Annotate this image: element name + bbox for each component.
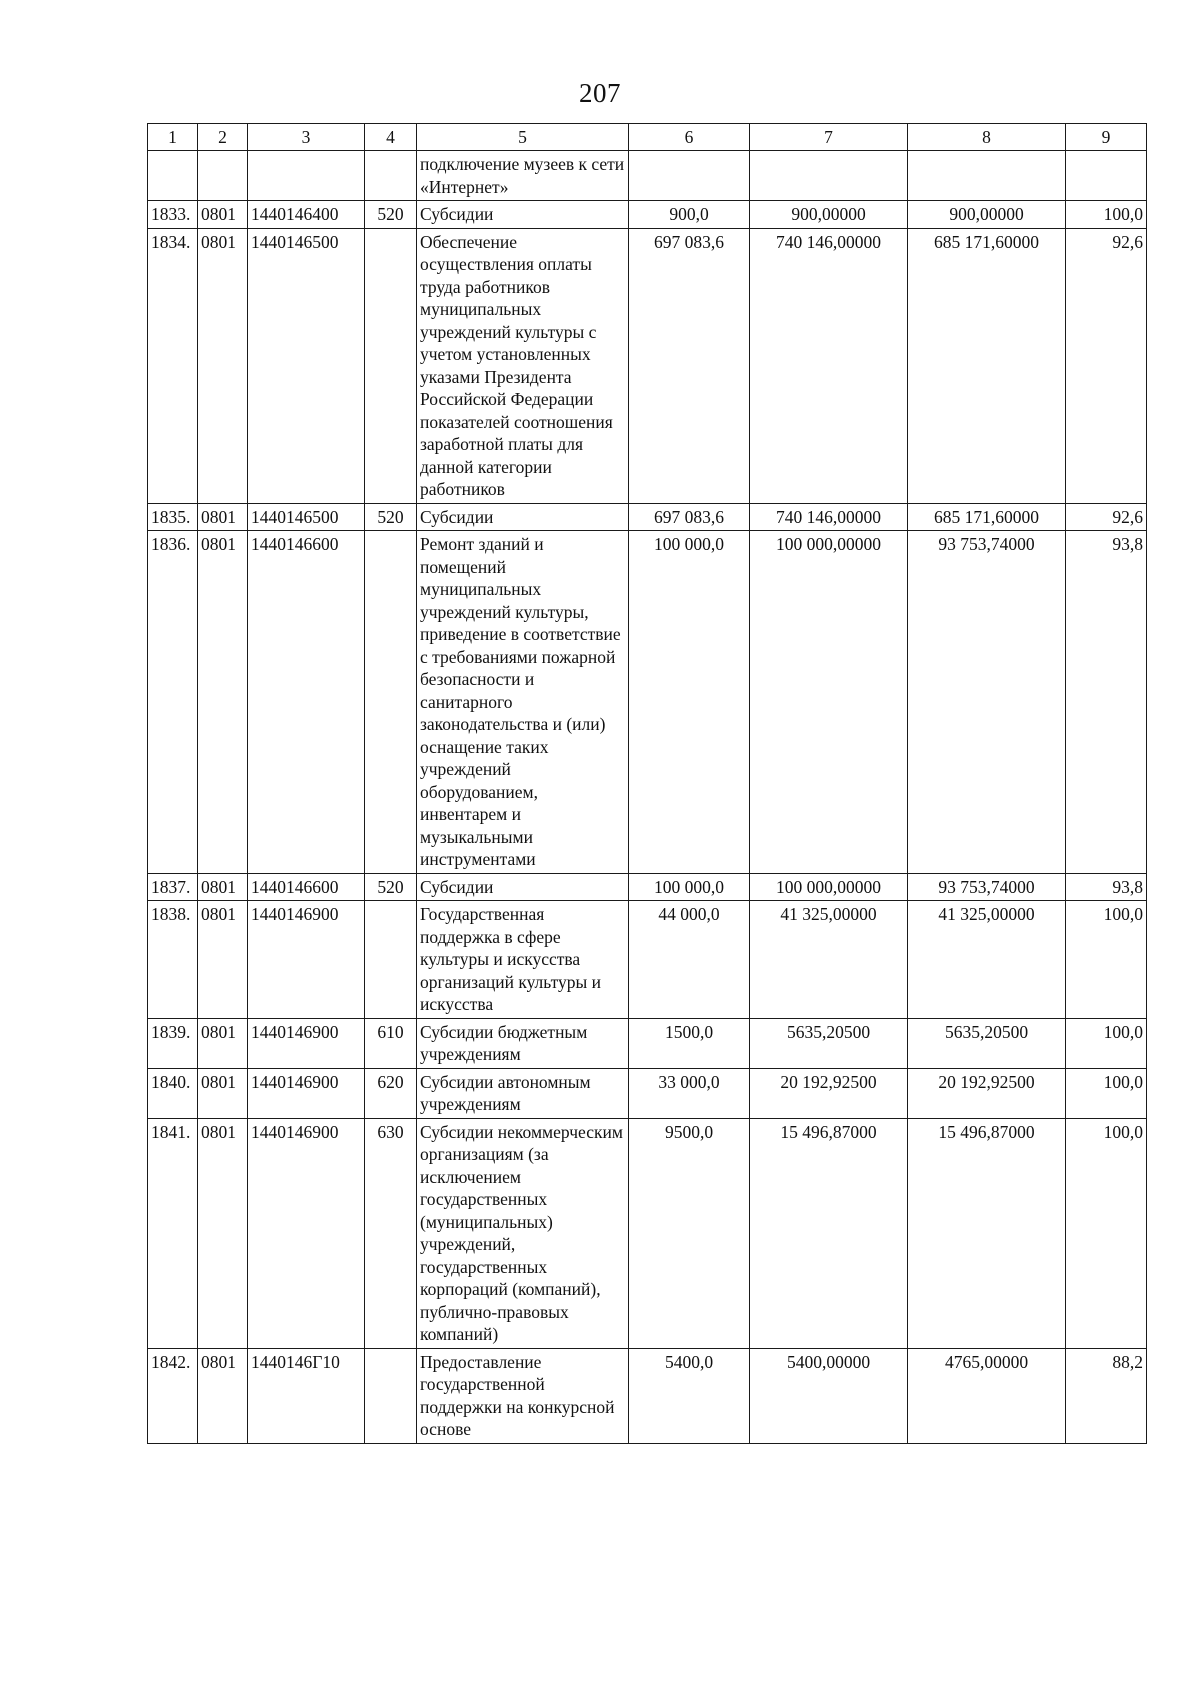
executed-amount-cell: 93 753,74000 <box>908 873 1066 901</box>
target-article-code-cell: 1440146400 <box>248 201 365 229</box>
target-article-code-cell: 1440146500 <box>248 228 365 503</box>
row-number-cell: 1833. <box>148 201 198 229</box>
budget-table <box>147 123 1147 1444</box>
executed-amount-cell: 20 192,92500 <box>908 1068 1066 1118</box>
item-name-cell: Субсидии бюджетным учреждениям <box>417 1018 629 1068</box>
target-article-code-cell: 1440146900 <box>248 1118 365 1348</box>
expense-type-code-cell: 520 <box>365 201 417 229</box>
target-article-code-cell: 1440146900 <box>248 901 365 1019</box>
execution-percent-cell: 88,2 <box>1066 1348 1147 1443</box>
executed-amount-cell: 685 171,60000 <box>908 503 1066 531</box>
revised-amount-cell: 100 000,00000 <box>750 873 908 901</box>
approved-amount-cell: 33 000,0 <box>629 1068 750 1118</box>
item-name-cell: Субсидии <box>417 503 629 531</box>
column-header-3: 3 <box>248 124 365 151</box>
revised-amount-cell: 20 192,92500 <box>750 1068 908 1118</box>
item-name-cell: Предоставление государственной поддержки на конкурсной основе <box>417 1348 629 1443</box>
execution-percent-cell: 100,0 <box>1066 1118 1147 1348</box>
item-name-cell: Субсидии <box>417 873 629 901</box>
expense-type-code-cell <box>365 901 417 1019</box>
table-row <box>148 873 1147 901</box>
target-article-code-cell: 1440146600 <box>248 873 365 901</box>
row-number-cell: 1837. <box>148 873 198 901</box>
column-header-8: 8 <box>908 124 1066 151</box>
execution-percent-cell: 100,0 <box>1066 201 1147 229</box>
table-row <box>148 1348 1147 1443</box>
item-name-cell: Государственная поддержка в сфере культуры и искусства организаций культуры и искусства <box>417 901 629 1019</box>
revised-amount-cell: 900,00000 <box>750 201 908 229</box>
row-number-cell: 1842. <box>148 1348 198 1443</box>
revised-amount-cell: 41 325,00000 <box>750 901 908 1019</box>
approved-amount-cell <box>629 151 750 201</box>
expense-type-code-cell <box>365 228 417 503</box>
section-code-cell: 0801 <box>198 1068 248 1118</box>
row-number-cell: 1834. <box>148 228 198 503</box>
expense-type-code-cell <box>365 531 417 874</box>
approved-amount-cell: 100 000,0 <box>629 873 750 901</box>
section-code-cell: 0801 <box>198 901 248 1019</box>
execution-percent-cell: 100,0 <box>1066 901 1147 1019</box>
header-row <box>148 124 1147 151</box>
revised-amount-cell: 740 146,00000 <box>750 503 908 531</box>
target-article-code-cell: 1440146900 <box>248 1068 365 1118</box>
executed-amount-cell: 4765,00000 <box>908 1348 1066 1443</box>
expense-type-code-cell <box>365 1348 417 1443</box>
table-row <box>148 1068 1147 1118</box>
column-header-5: 5 <box>417 124 629 151</box>
table-row <box>148 151 1147 201</box>
section-code-cell: 0801 <box>198 201 248 229</box>
table-row <box>148 531 1147 874</box>
row-number-cell: 1835. <box>148 503 198 531</box>
table-row <box>148 201 1147 229</box>
column-header-7: 7 <box>750 124 908 151</box>
column-header-2: 2 <box>198 124 248 151</box>
revised-amount-cell: 100 000,00000 <box>750 531 908 874</box>
item-name-cell: Обеспечение осуществления оплаты труда работников муниципальных учреждений культуры с учетом установленных указами Президента Российской Федерации показателей соотношения заработной платы для данной категории работников <box>417 228 629 503</box>
row-number-cell: 1840. <box>148 1068 198 1118</box>
executed-amount-cell: 685 171,60000 <box>908 228 1066 503</box>
row-number-cell: 1839. <box>148 1018 198 1068</box>
table-row <box>148 1118 1147 1348</box>
column-header-6: 6 <box>629 124 750 151</box>
execution-percent-cell <box>1066 151 1147 201</box>
row-number-cell: 1836. <box>148 531 198 874</box>
target-article-code-cell <box>248 151 365 201</box>
executed-amount-cell: 900,00000 <box>908 201 1066 229</box>
table-body <box>148 151 1147 1444</box>
approved-amount-cell: 44 000,0 <box>629 901 750 1019</box>
section-code-cell <box>198 151 248 201</box>
target-article-code-cell: 1440146600 <box>248 531 365 874</box>
execution-percent-cell: 93,8 <box>1066 531 1147 874</box>
row-number-cell: 1838. <box>148 901 198 1019</box>
approved-amount-cell: 9500,0 <box>629 1118 750 1348</box>
expense-type-code-cell: 620 <box>365 1068 417 1118</box>
revised-amount-cell: 5635,20500 <box>750 1018 908 1068</box>
table-row <box>148 1018 1147 1068</box>
section-code-cell: 0801 <box>198 873 248 901</box>
expense-type-code-cell: 630 <box>365 1118 417 1348</box>
execution-percent-cell: 100,0 <box>1066 1068 1147 1118</box>
section-code-cell: 0801 <box>198 1018 248 1068</box>
revised-amount-cell: 740 146,00000 <box>750 228 908 503</box>
page-number: 207 <box>579 78 621 108</box>
target-article-code-cell: 1440146500 <box>248 503 365 531</box>
table-header <box>148 124 1147 151</box>
row-number-cell <box>148 151 198 201</box>
approved-amount-cell: 100 000,0 <box>629 531 750 874</box>
revised-amount-cell <box>750 151 908 201</box>
execution-percent-cell: 92,6 <box>1066 503 1147 531</box>
executed-amount-cell: 15 496,87000 <box>908 1118 1066 1348</box>
execution-percent-cell: 100,0 <box>1066 1018 1147 1068</box>
execution-percent-cell: 92,6 <box>1066 228 1147 503</box>
executed-amount-cell <box>908 151 1066 201</box>
item-name-cell: Ремонт зданий и помещений муниципальных учреждений культуры, приведение в соответствие с требованиями пожарной безопасности и санитарного законодательства и (или) оснащение таких учреждений оборудованием, инвентарем и музыкальными инструментами <box>417 531 629 874</box>
column-header-4: 4 <box>365 124 417 151</box>
item-name-cell: Субсидии <box>417 201 629 229</box>
table-row <box>148 901 1147 1019</box>
section-code-cell: 0801 <box>198 503 248 531</box>
revised-amount-cell: 15 496,87000 <box>750 1118 908 1348</box>
item-name-cell: Субсидии некоммерческим организациям (за исключением государственных (муниципальных) учреждений, государственных корпораций (компаний), публично-правовых компаний) <box>417 1118 629 1348</box>
revised-amount-cell: 5400,00000 <box>750 1348 908 1443</box>
section-code-cell: 0801 <box>198 531 248 874</box>
target-article-code-cell: 1440146Г10 <box>248 1348 365 1443</box>
item-name-cell: подключение музеев к сети «Интернет» <box>417 151 629 201</box>
column-header-1: 1 <box>148 124 198 151</box>
section-code-cell: 0801 <box>198 1348 248 1443</box>
section-code-cell: 0801 <box>198 228 248 503</box>
expense-type-code-cell <box>365 151 417 201</box>
executed-amount-cell: 5635,20500 <box>908 1018 1066 1068</box>
approved-amount-cell: 1500,0 <box>629 1018 750 1068</box>
table-row <box>148 503 1147 531</box>
execution-percent-cell: 93,8 <box>1066 873 1147 901</box>
approved-amount-cell: 900,0 <box>629 201 750 229</box>
expense-type-code-cell: 520 <box>365 503 417 531</box>
row-number-cell: 1841. <box>148 1118 198 1348</box>
approved-amount-cell: 697 083,6 <box>629 503 750 531</box>
target-article-code-cell: 1440146900 <box>248 1018 365 1068</box>
column-header-9: 9 <box>1066 124 1147 151</box>
executed-amount-cell: 93 753,74000 <box>908 531 1066 874</box>
approved-amount-cell: 5400,0 <box>629 1348 750 1443</box>
section-code-cell: 0801 <box>198 1118 248 1348</box>
table-row <box>148 228 1147 503</box>
expense-type-code-cell: 520 <box>365 873 417 901</box>
expense-type-code-cell: 610 <box>365 1018 417 1068</box>
executed-amount-cell: 41 325,00000 <box>908 901 1066 1019</box>
approved-amount-cell: 697 083,6 <box>629 228 750 503</box>
item-name-cell: Субсидии автономным учреждениям <box>417 1068 629 1118</box>
